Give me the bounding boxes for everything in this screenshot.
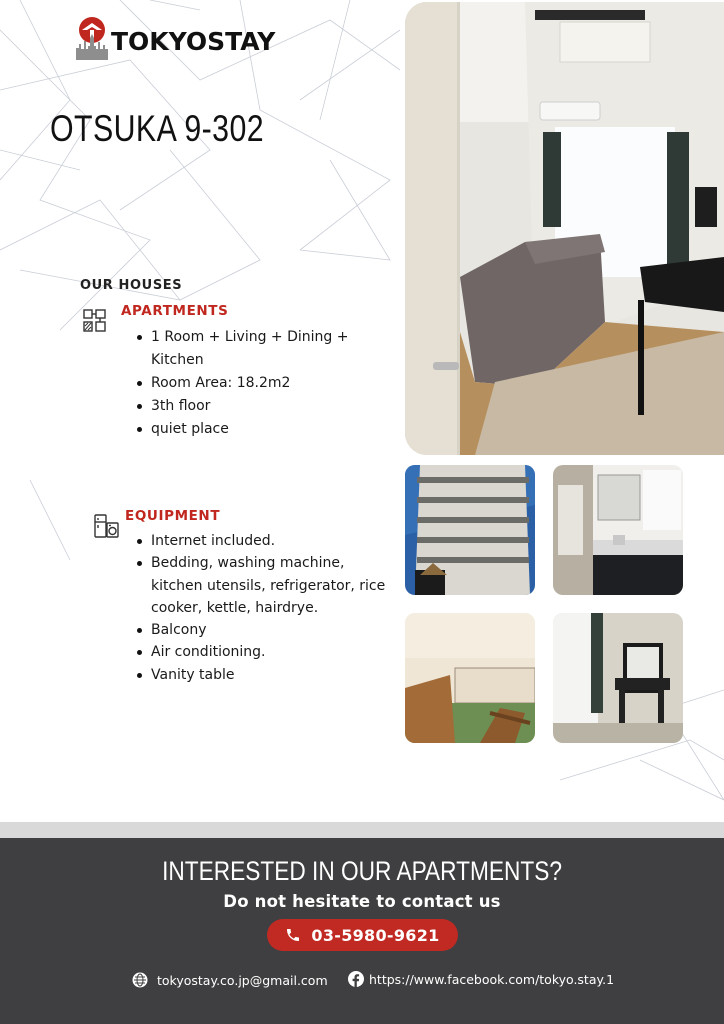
our-houses-heading: OUR HOUSES xyxy=(80,278,183,293)
list-item: Room Area: 18.2m2 xyxy=(134,372,348,395)
facebook-link-text: https://www.facebook.com/tokyo.stay.1 xyxy=(369,971,615,987)
brand-name: TOKYOSTAY xyxy=(111,26,276,56)
list-item: Vanity table xyxy=(134,664,385,686)
list-item-continuation: kitchen utensils, refrigerator, rice xyxy=(151,577,386,594)
footer xyxy=(0,838,724,1024)
list-item-continuation: cooker, kettle, hairdrye. xyxy=(151,599,319,616)
balcony-photo xyxy=(405,613,535,743)
equipment-list xyxy=(134,530,385,686)
list-item: Bedding, washing machine, xyxy=(134,552,385,574)
phone-icon xyxy=(285,927,301,943)
footer-subheading: Do not hesitate to contact us xyxy=(223,892,501,911)
apartment-features-list xyxy=(134,326,348,441)
apartments-heading: APARTMENTS xyxy=(121,303,229,319)
facebook-contact[interactable] xyxy=(348,971,614,987)
building-exterior-photo xyxy=(405,465,535,595)
phone-button[interactable] xyxy=(267,919,458,951)
list-item: Air conditioning. xyxy=(134,641,385,663)
list-item-continuation: Kitchen xyxy=(151,352,204,368)
list-item: 1 Room + Living + Dining + xyxy=(134,326,348,349)
phone-number: 03-5980-9621 xyxy=(311,925,440,945)
tokyo-skyline-logo-icon xyxy=(75,16,109,60)
footer-divider xyxy=(0,822,724,838)
property-title: OTSUKA 9-302 xyxy=(50,108,265,149)
email-contact[interactable] xyxy=(132,972,328,988)
footer-heading: INTERESTED IN OUR APARTMENTS? xyxy=(162,856,562,886)
globe-icon xyxy=(132,972,148,988)
equipment-heading: EQUIPMENT xyxy=(125,508,221,524)
appliances-icon xyxy=(93,513,120,540)
kitchen-photo xyxy=(553,465,683,595)
list-item: 3th floor xyxy=(134,395,348,418)
facebook-icon xyxy=(348,971,364,987)
brand-logo xyxy=(75,16,275,60)
bedroom-photo xyxy=(405,2,724,455)
list-item: Internet included. xyxy=(134,530,385,552)
list-item: Balcony xyxy=(134,619,385,641)
vanity-table-photo xyxy=(553,613,683,743)
floorplan-icon xyxy=(82,308,108,334)
list-item: quiet place xyxy=(134,418,348,441)
email-text: tokyostay.co.jp@gmail.com xyxy=(157,972,328,988)
